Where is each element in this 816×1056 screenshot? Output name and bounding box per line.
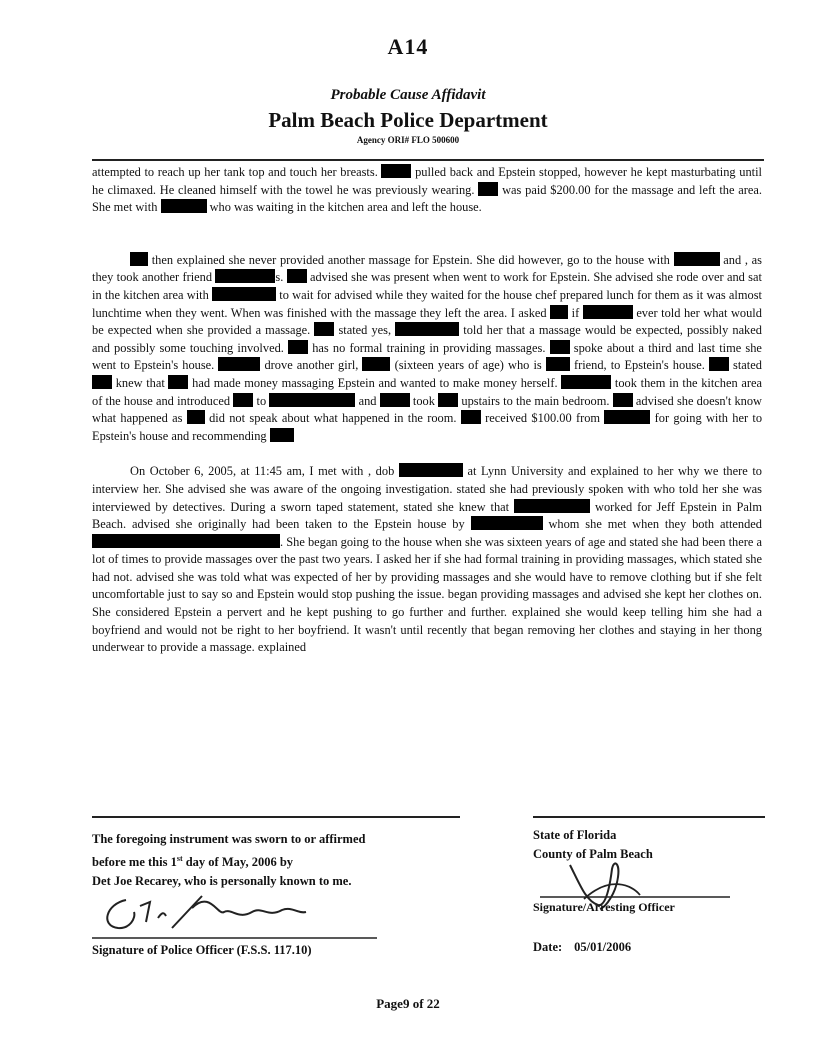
text: told her that a massage would be expected, possibly naked and possibly some touching involved. [92,323,762,355]
text: knew that [115,375,165,390]
text: the house chef prepared lunch for them as it was almost lunchtime when they went. When [92,287,762,320]
department-name: Palm Beach Police Department [268,108,548,132]
arresting-officer-signature-label: Signature/Arresting Officer [533,900,675,914]
redaction [395,322,459,336]
redaction [583,305,633,319]
text: day of May, 2006 by [182,855,294,870]
text: began removing her clothes and staying in her thong underwear to provide a massage. [92,622,762,655]
text: and [723,252,742,267]
text: s. [275,270,284,285]
redaction [380,393,410,407]
text: . She began going to the house when she was sixteen years of age and stated she had been there a lot of times to provide massages over the past two years. I asked her if she had formal training in providing massages, which [92,534,762,567]
text: , as they took another friend [92,252,762,285]
text: took [412,393,435,408]
page-current: 9 [402,996,410,1011]
redaction [168,375,188,389]
text: advised she doesn't know what happened as [92,393,763,426]
text: did not speak about what happened in the room. [209,411,457,426]
redaction [471,516,543,530]
date-line [533,940,631,955]
redaction [212,287,276,301]
redaction [550,305,568,319]
text: spoke about a third and last time she went to Epstein's house. [92,340,762,373]
redaction [161,199,207,213]
document-type: Probable Cause Affidavit [330,87,486,103]
redaction [546,357,570,371]
text: stated she had not. [92,552,762,584]
text: to [256,393,267,408]
text: has no formal training in providing massages. [312,340,546,355]
text: (sixteen years of age) who is [394,358,542,373]
footer-rule-right [533,816,765,818]
redaction [218,357,260,371]
redaction [438,393,458,407]
redaction [478,182,498,196]
text: worked for Jeff Epstein in Palm Beach. [92,499,762,532]
text: , dob [367,464,395,479]
text: at Lynn University and explained to her why we there to interview her. She advised she was aware of the ongoing investigation. [92,464,762,496]
ordinal-suffix: st [176,854,183,863]
text: attempted to reach up her tank top and touch her breasts. [92,165,378,179]
redaction [215,269,275,283]
redaction [233,393,253,407]
redaction [514,499,590,513]
text: received $100.00 from [485,411,601,426]
redaction [674,252,720,266]
redaction [550,340,570,354]
text: upstairs to the main bedroom. [461,393,610,408]
text: took them in the kitchen area of the house and introduced [92,375,762,408]
text: advised she was present when [309,270,460,285]
text: On October 6, 2005, at 11:45 am, I met with [130,464,364,479]
redaction [561,375,611,389]
text: was finished with the massage they left the area. I asked [263,305,547,320]
text: to wait for [279,287,332,302]
county-name: County of Palm Beach [533,847,653,861]
text: stated [733,358,762,373]
sworn-line-3: Det Joe Recarey, who is personally known to me. [92,874,352,889]
redaction [287,269,307,283]
redaction [92,534,280,548]
redaction [461,410,481,424]
redaction [314,322,334,336]
redaction [381,164,411,178]
redaction [604,410,650,424]
redaction [709,357,729,371]
paragraph-3 [92,463,762,657]
paragraph-1 [92,164,762,217]
text: who was waiting in the kitchen area and left the house. [209,200,482,215]
redaction [613,393,633,407]
text: explained [257,640,307,655]
text: drove another girl, [264,358,359,373]
officer-signature-graphic [92,882,382,942]
text: went to work for Epstein. She advised she rode over and sat in the kitchen area with [92,270,762,302]
text: began providing massages and advised she kept her clothes on. She considered Epstein a pervert and he kept pushing to go further and further. [92,587,762,620]
text: Page [376,996,403,1011]
date-label: Date: [533,940,563,954]
redaction [399,463,463,477]
text: ever told her what would be expected when she provided a massage. [92,305,762,338]
date-value: 05/01/2006 [574,940,632,954]
redaction [187,410,205,424]
sworn-line-2 [92,849,432,872]
text: pulled back and Epstein stopped, however he kept masturbating until he climaxed. He cleaned himself with the towel he was previously wearing. [92,165,762,197]
paragraph-2 [92,252,762,446]
sworn-line-1: The foregoing instrument was sworn to or affirmed [92,832,366,846]
redaction [269,393,355,407]
exhibit-label: A14 [387,34,429,59]
text: and [358,393,377,408]
text: if [571,305,580,320]
text: had made money massaging Epstein and wanted to make money herself. [192,375,558,390]
text: whom she met when they both attended [548,517,762,532]
page-number [0,996,816,1012]
text: who told her she was interviewed by detectives. During a sworn taped statement, [92,481,762,514]
text: advised she originally had been taken to the Epstein house by [131,517,465,532]
redaction [362,357,390,371]
text: friend, to Epstein's house. [573,358,705,373]
officer-signature-label: Signature of Police Officer (F.S.S. 117.10) [92,943,312,957]
text: for going with her to Epstein's house and recommending [92,411,763,443]
affidavit-body [92,164,762,657]
redaction [270,428,294,442]
text: before me this 1 [92,855,177,870]
text: was paid $200.00 for the massage and left the area. She met with [92,182,762,215]
text: then explained she never provided another massage for Epstein. She did however, go to the house with [151,252,670,267]
text: advised she was told what was expected of her by providing massages and she would have to remove clothing but if she felt uncomfortable just to say so and Epstein would stop pushing the issue. [92,569,762,602]
footer-rule-left [92,816,460,818]
header-rule [92,159,764,161]
redaction [130,252,148,266]
redaction [288,340,308,354]
text: stated she knew that [403,499,510,514]
agency-ori: Agency ORI# FLO 500600 [356,135,460,145]
text: of 22 [412,996,440,1011]
state-name: State of Florida [533,828,617,842]
text: explained she would keep telling him she had a boyfriend and would not be right to her boyfriend. It wasn't until recently that [92,605,762,637]
redaction [92,375,112,389]
text: stated she had previously spoken with [456,481,650,496]
text: stated yes, [338,323,392,338]
text: advised while they waited for [334,287,482,302]
